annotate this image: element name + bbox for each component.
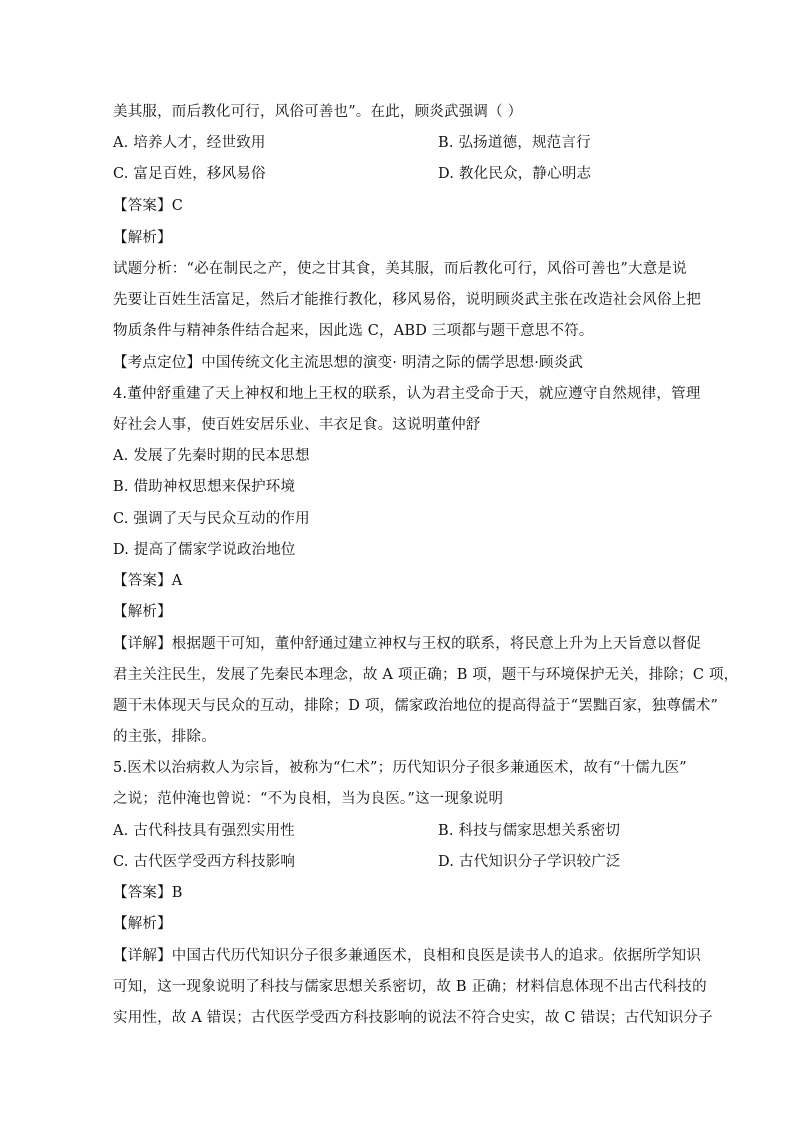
q5-option-row-1 xyxy=(113,821,683,841)
q4-option-c: C. 强调了天与民众互动的作用 xyxy=(113,511,310,527)
q4-detail-line-1: 【详解】根据题干可知，董仲舒通过建立神权与王权的联系，将民意上升为上天旨意以督促 xyxy=(113,636,701,652)
q5-option-a: A. 古代科技具有强烈实用性 xyxy=(113,823,295,839)
q3-analysis-line-3: 物质条件与精神条件结合起来，因此选 C，ABD 三项都与题干意思不符。 xyxy=(113,323,594,339)
q3-option-row-1 xyxy=(113,133,683,153)
q4-option-d: D. 提高了儒家学说政治地位 xyxy=(113,542,296,558)
q3-option-b: B. 弘扬道德，规范言行 xyxy=(438,135,591,151)
q3-option-row-2 xyxy=(113,164,683,184)
q3-analysis-line-2: 先要让百姓生活富足，然后才能推行教化，移风易俗，说明顾炎武主张在改造社会风俗上把 xyxy=(113,292,701,308)
question-3-stem-end: 美其服，而后教化可行，风俗可善也”。在此，顾炎武强调（ ） xyxy=(113,104,523,120)
q5-detail-line-3: 实用性，故 A 错误；古代医学受西方科技影响的说法不符合史实，故 C 错误；古代知识分子 xyxy=(113,1010,713,1026)
q5-analysis-heading: 【解析】 xyxy=(113,916,172,932)
q3-analysis-line-1: 试题分析：“必在制民之产，使之甘其食，美其服，而后教化可行，风俗可善也”大意是说 xyxy=(113,261,687,277)
q4-answer: 【答案】A xyxy=(113,573,183,589)
question-4-stem-line-1: 4.董仲舒重建了天上神权和地上王权的联系，认为君主受命于天，就应遵守自然规律，管理 xyxy=(113,386,701,402)
question-5-stem-line-2: 之说；范仲淹也曾说：“不为良相，当为良医。”这一现象说明 xyxy=(113,791,504,807)
q3-option-d: D. 教化民众，静心明志 xyxy=(438,166,592,182)
q5-option-d: D. 古代知识分子学识较广泛 xyxy=(438,854,621,870)
q3-option-a: A. 培养人才，经世致用 xyxy=(113,135,266,151)
q4-analysis-heading: 【解析】 xyxy=(113,604,172,620)
question-5-stem-line-1: 5.医术以治病救人为宗旨，被称为“仁术”；历代知识分子很多兼通医术，故有“十儒九医” xyxy=(113,760,687,776)
q5-option-b: B. 科技与儒家思想关系密切 xyxy=(438,823,621,839)
q3-answer: 【答案】C xyxy=(113,198,184,214)
q4-detail-line-3: 题干未体现天与民众的互动，排除；D 项，儒家政治地位的提高得益于“罢黜百家，独尊儒术” xyxy=(113,698,719,714)
q5-detail-line-2: 可知，这一现象说明了科技与儒家思想关系密切，故 B 正确；材料信息体现不出古代科技的 xyxy=(113,979,707,995)
q4-detail-line-4: 的主张，排除。 xyxy=(113,729,216,745)
q4-option-b: B. 借助神权思想来保护环境 xyxy=(113,479,296,495)
q3-analysis-heading: 【解析】 xyxy=(113,230,172,246)
q3-key-point: 【考点定位】中国传统文化主流思想的演变· 明清之际的儒学思想·顾炎武 xyxy=(113,355,584,371)
question-4-stem-line-2: 好社会人事，使百姓安居乐业、丰衣足食。这说明董仲舒 xyxy=(113,417,481,433)
q4-option-a: A. 发展了先秦时期的民本思想 xyxy=(113,448,310,464)
q5-detail-line-1: 【详解】中国古代历代知识分子很多兼通医术，良相和良医是读书人的追求。依据所学知识 xyxy=(113,948,701,964)
q5-answer: 【答案】B xyxy=(113,885,183,901)
q5-option-row-2 xyxy=(113,852,683,872)
q4-detail-line-2: 君主关注民生，发展了先秦民本理念，故 A 项正确；B 项，题干与环境保护无关，排除；C 项， xyxy=(113,667,739,683)
q5-option-c: C. 古代医学受西方科技影响 xyxy=(113,854,296,870)
q3-option-c: C. 富足百姓，移风易俗 xyxy=(113,166,266,182)
